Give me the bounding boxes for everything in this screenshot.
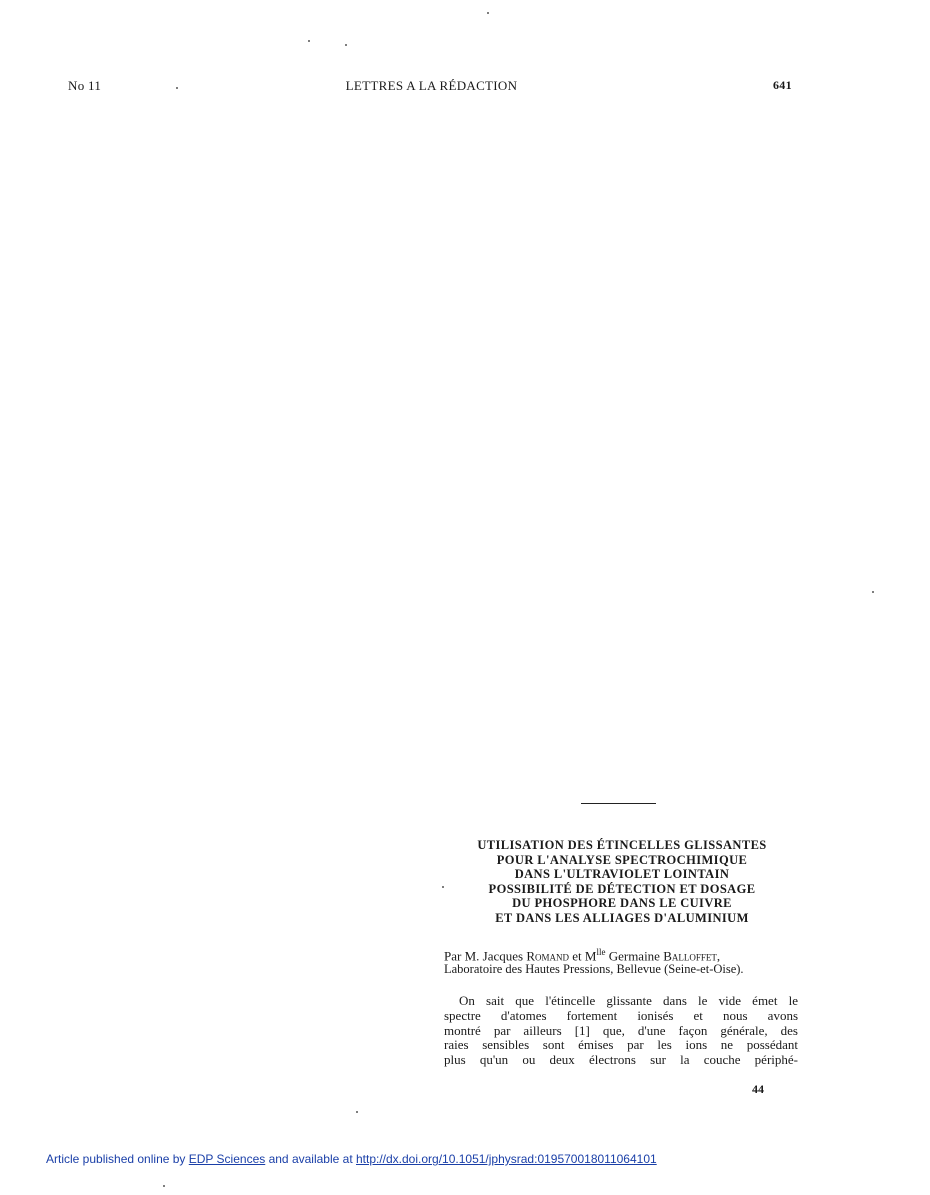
journal-issue-number: No 11	[68, 78, 102, 93]
section-divider	[581, 803, 656, 804]
author-prefix: Par M. Jacques	[444, 948, 527, 964]
scan-speck	[487, 12, 489, 14]
article-title	[440, 838, 804, 925]
body-line: On sait que l'étincelle glissante dans le vide émet le	[459, 993, 798, 1008]
body-line: montré par ailleurs [1] que, d'une façon générale, des	[444, 1022, 798, 1038]
scan-speck	[442, 886, 444, 888]
title-line: ET DANS LES ALLIAGES D'ALUMINIUM	[495, 910, 749, 925]
body-line: spectre d'atomes fortement ionisés et nous avons	[444, 1007, 798, 1023]
publication-footer	[46, 1152, 657, 1166]
title-line: DU PHOSPHORE DANS LE CUIVRE	[512, 896, 732, 910]
article-body	[444, 994, 798, 1068]
affiliation: Laboratoire des Hautes Pressions, Bellevue (Seine-et-Oise).	[444, 962, 744, 976]
scan-speck	[872, 591, 874, 593]
running-header: LETTRES A LA RÉDACTION	[345, 78, 518, 93]
scan-speck	[345, 44, 347, 46]
scan-speck	[176, 87, 178, 89]
author-title-sup: lle	[596, 947, 606, 957]
footer-prefix: Article published online by	[46, 1152, 189, 1166]
body-line: plus qu'un ou deux électrons sur la couche périphé-	[444, 1052, 798, 1068]
publisher-link[interactable]: EDP Sciences	[188, 1152, 266, 1166]
title-line: UTILISATION DES ÉTINCELLES GLISSANTES	[477, 838, 767, 852]
scan-speck	[163, 1185, 165, 1187]
title-line: POSSIBILITÉ DE DÉTECTION ET DOSAGE	[488, 881, 756, 896]
page-number-top: 641	[773, 78, 792, 92]
author-first-name-2: Germaine	[605, 948, 664, 964]
scan-speck	[356, 1111, 358, 1113]
author-surname-1: Romand	[526, 948, 569, 964]
title-line: DANS L'ULTRAVIOLET LOINTAIN	[514, 867, 730, 881]
title-line: POUR L'ANALYSE SPECTROCHIMIQUE	[496, 852, 748, 867]
doi-link[interactable]: http://dx.doi.org/10.1051/jphysrad:019570018011064101	[355, 1152, 657, 1166]
author-surname-2: Balloffet,	[663, 948, 721, 964]
scan-speck	[308, 40, 310, 42]
author-middle: et M	[569, 948, 597, 964]
body-line: raies sensibles sont émises par les ions ne possédant	[444, 1037, 798, 1053]
footer-middle: and available at	[265, 1152, 356, 1166]
signature-number: 44	[752, 1082, 764, 1096]
